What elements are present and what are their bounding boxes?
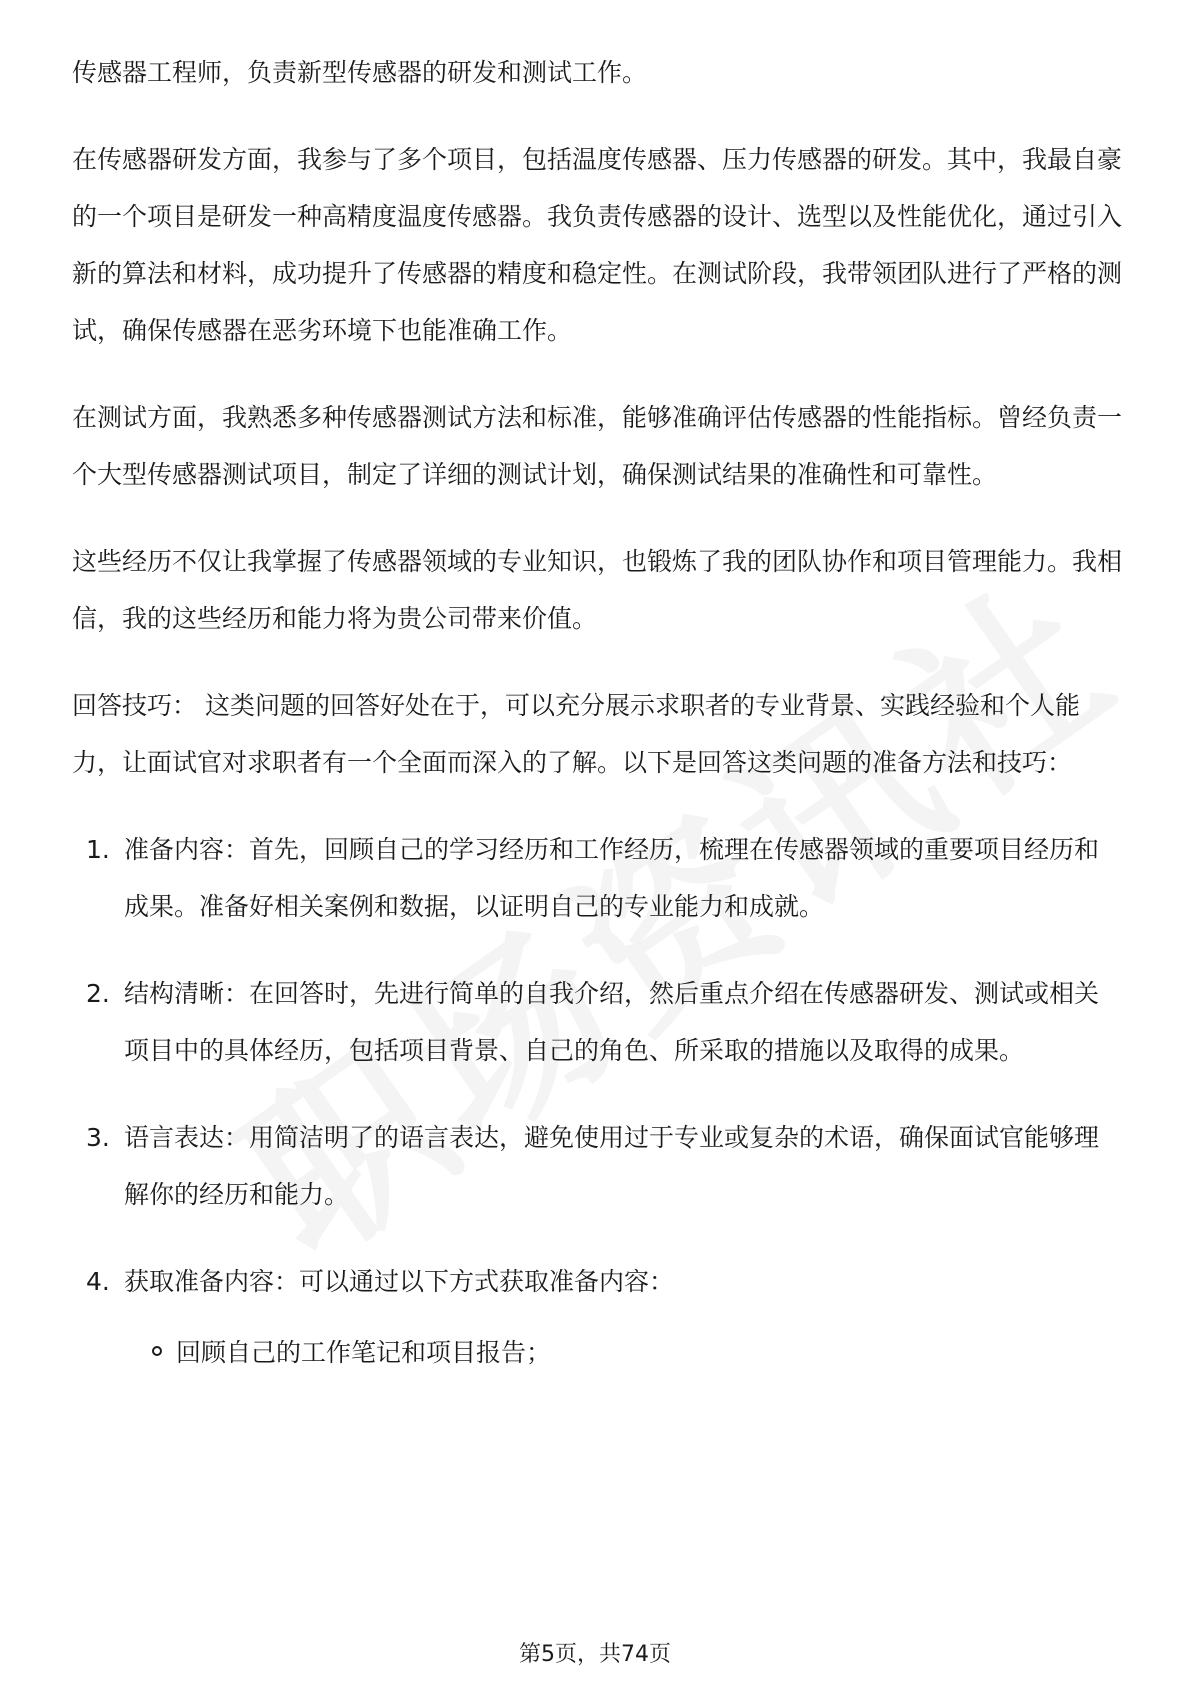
page-footer: 第5页，共74页 — [519, 1642, 671, 1667]
list-item-text: 准备内容：首先，回顾自己的学习经历和工作经历，梳理在传感器领域的重要项目经历和成果。准备好相关案例和数据，以证明自己的专业能力和成就。 — [124, 835, 1100, 921]
list-item — [72, 965, 1122, 1079]
paragraph-research: 在传感器研发方面，我参与了多个项目，包括温度传感器、压力传感器的研发。其中，我最自豪的一个项目是研发一种高精度温度传感器。我负责传感器的设计、选型以及性能优化，通过引入新的算法和材料，成功提升了传感器的精度和稳定性。在测试阶段，我带领团队进行了严格的测试，确保传感器在恶劣环境下也能准确工作。 — [72, 145, 1123, 345]
paragraph-summary: 这些经历不仅让我掌握了传感器领域的专业知识，也锻炼了我的团队协作和项目管理能力。我相信，我的这些经历和能力将为贵公司带来价值。 — [72, 547, 1123, 633]
list-item-text: 结构清晰：在回答时，先进行简单的自我介绍，然后重点介绍在传感器研发、测试或相关项目中的具体经历，包括项目背景、自己的角色、所采取的措施以及取得的成果。 — [124, 979, 1100, 1065]
sub-list-item-text: 回顾自己的工作笔记和项目报告； — [176, 1338, 552, 1367]
list-item — [72, 1109, 1122, 1223]
tips-list — [72, 821, 1122, 1310]
sub-list — [72, 1324, 1122, 1381]
list-number: 3. — [86, 1123, 110, 1152]
paragraph-intro: 传感器工程师，负责新型传感器的研发和测试工作。 — [72, 58, 648, 87]
list-item-text: 语言表达：用简洁明了的语言表达，避免使用过于专业或复杂的术语，确保面试官能够理解你的经历和能力。 — [124, 1123, 1100, 1209]
document-body — [72, 44, 1122, 1381]
list-number: 4. — [86, 1267, 110, 1296]
bullet-circle-icon — [152, 1346, 162, 1356]
list-number: 2. — [86, 979, 110, 1008]
paragraph-testing: 在测试方面，我熟悉多种传感器测试方法和标准，能够准确评估传感器的性能指标。曾经负责一个大型传感器测试项目，制定了详细的测试计划，确保测试结果的准确性和可靠性。 — [72, 403, 1123, 489]
list-item — [72, 821, 1122, 935]
list-item-text: 获取准备内容：可以通过以下方式获取准备内容： — [124, 1267, 675, 1296]
sub-list-item — [72, 1324, 1122, 1381]
list-item — [72, 1253, 1122, 1310]
list-number: 1. — [86, 835, 110, 864]
paragraph-answer-tips: 回答技巧： 这类问题的回答好处在于，可以充分展示求职者的专业背景、实践经验和个人能力，让面试官对求职者有一个全面而深入的了解。以下是回答这类问题的准备方法和技巧： — [72, 691, 1080, 777]
